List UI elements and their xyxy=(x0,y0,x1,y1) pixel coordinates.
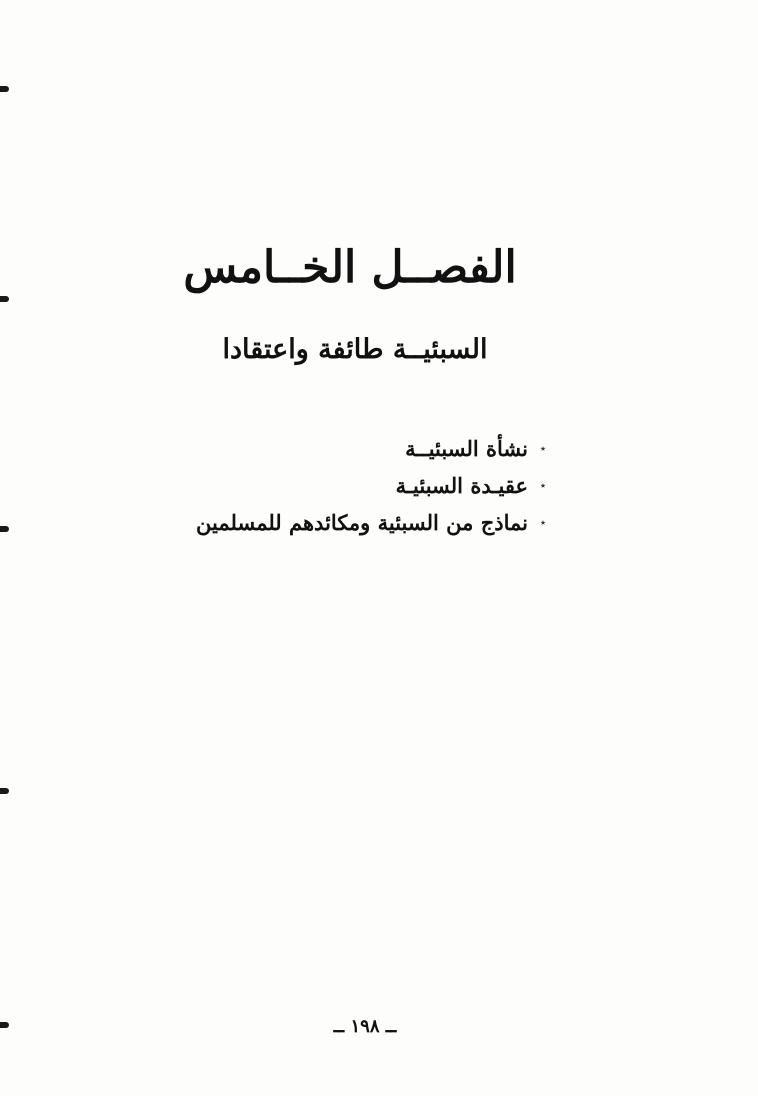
scan-edge-mark xyxy=(0,296,9,302)
scan-edge-mark xyxy=(0,788,9,794)
topic-label: نشأة السبئيــة xyxy=(405,436,528,461)
page-number: ــ ١٩٨ ــ xyxy=(333,1016,397,1037)
bullet-star-icon: ٭ xyxy=(540,442,546,455)
bullet-star-icon: ٭ xyxy=(540,516,546,529)
topic-item xyxy=(190,504,550,541)
topic-item xyxy=(190,467,550,504)
topic-item xyxy=(190,430,550,467)
scan-edge-mark xyxy=(0,86,9,92)
topic-label: نماذج من السبئية ومكائدهم للمسلمين xyxy=(196,510,528,535)
chapter-subtitle: السبئيــة طائفة واعتقادا xyxy=(222,334,488,365)
chapter-title: الفصــل الخــامس xyxy=(183,242,517,293)
scan-edge-mark xyxy=(0,526,9,532)
topic-list xyxy=(190,430,550,541)
bullet-star-icon: ٭ xyxy=(540,479,546,492)
topic-label: عقيـدة السبئيـة xyxy=(395,473,528,498)
scan-edge-mark xyxy=(0,1022,9,1028)
